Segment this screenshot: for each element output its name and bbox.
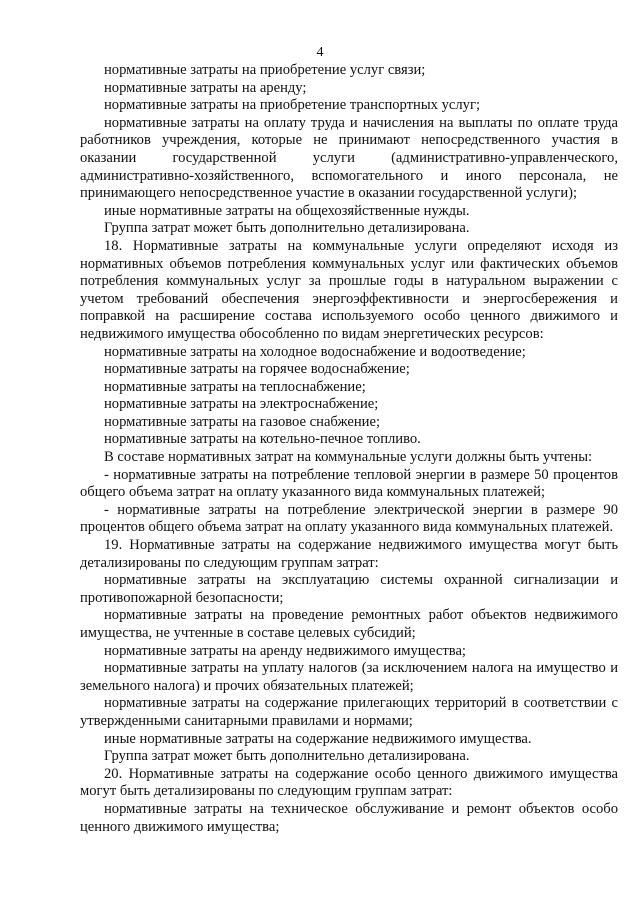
paragraph: нормативные затраты на приобретение услуг связи; xyxy=(104,62,426,78)
document-body xyxy=(80,44,618,836)
paragraph: иные нормативные затраты на общехозяйственные нужды. xyxy=(104,202,470,219)
paragraph: 18. Нормативные затраты на коммунальные услуги определяют исходя из нормативных объемов потребления коммунальных услуг или фактических объемов потребления коммунальных услуг за прошлые годы в натуральном выражении с учетом требований обеспечения энергоэффективности и энергосбережения и поправкой на расширение состава используемого особо ценного движимого и недвижимого имущества обособленно по видам энергетических ресурсов: xyxy=(80,237,618,342)
page-number: 4 xyxy=(316,45,324,60)
paragraph: нормативные затраты на аренду недвижимого имущества; xyxy=(104,642,466,659)
paragraph: нормативные затраты на котельно-печное топливо. xyxy=(104,431,421,448)
paragraph: нормативные затраты на эксплуатацию системы охранной сигнализации и противопожарной безопасности; xyxy=(80,572,618,606)
paragraph: В составе нормативных затрат на коммунальные услуги должны быть учтены: xyxy=(104,449,593,466)
paragraph: нормативные затраты на электроснабжение; xyxy=(104,396,379,413)
paragraph: нормативные затраты на оплату труда и начисления на выплаты по оплате труда работников учреждения, которые не принимают непосредственного участия в оказании государственной услуги (административно-управленческого, административно-хозяйственного, вспомогательного и иного персонала, не принимающего непосредственное участие в оказании государственной услуги); xyxy=(80,114,618,202)
paragraph: нормативные затраты на приобретение транспортных услуг; xyxy=(104,97,480,114)
paragraph: иные нормативные затраты на содержание недвижимого имущества. xyxy=(104,730,532,747)
paragraph: нормативные затраты на аренду; xyxy=(104,79,307,96)
paragraph: 20. Нормативные затраты на содержание особо ценного движимого имущества могут быть детализированы по следующим группам затрат: xyxy=(80,765,618,800)
paragraph: нормативные затраты на содержание прилегающих территорий в соответствии с утвержденными санитарными правилами и нормами; xyxy=(80,695,618,729)
paragraph: нормативные затраты на газовое снабжение; xyxy=(104,413,380,430)
paragraph: нормативные затраты на холодное водоснабжение и водоотведение; xyxy=(104,343,526,360)
paragraph: Группа затрат может быть дополнительно детализирована. xyxy=(104,748,470,765)
paragraph: Группа затрат может быть дополнительно детализирована. xyxy=(104,220,470,237)
paragraph: - нормативные затраты на потребление тепловой энергии в размере 50 процентов общего объема затрат на оплату указанного вида коммунальных платежей; xyxy=(80,466,618,501)
paragraph: нормативные затраты на техническое обслуживание и ремонт объектов особо ценного движимого имущества; xyxy=(80,800,618,835)
paragraph: нормативные затраты на проведение ремонтных работ объектов недвижимого имущества, не учтенные в составе целевых субсидий; xyxy=(80,607,618,641)
paragraph: нормативные затраты на горячее водоснабжение; xyxy=(104,361,410,378)
paragraph: нормативные затраты на уплату налогов (за исключением налога на имущество и земельного налога) и прочих обязательных платежей; xyxy=(80,660,618,694)
paragraph: 19. Нормативные затраты на содержание недвижимого имущества могут быть детализированы по следующим группам затрат: xyxy=(80,537,618,571)
paragraph: нормативные затраты на теплоснабжение; xyxy=(104,378,366,395)
paragraph: - нормативные затраты на потребление электрической энергии в размере 90 процентов общего объема затрат на оплату указанного вида коммунальных платежей. xyxy=(80,501,618,536)
